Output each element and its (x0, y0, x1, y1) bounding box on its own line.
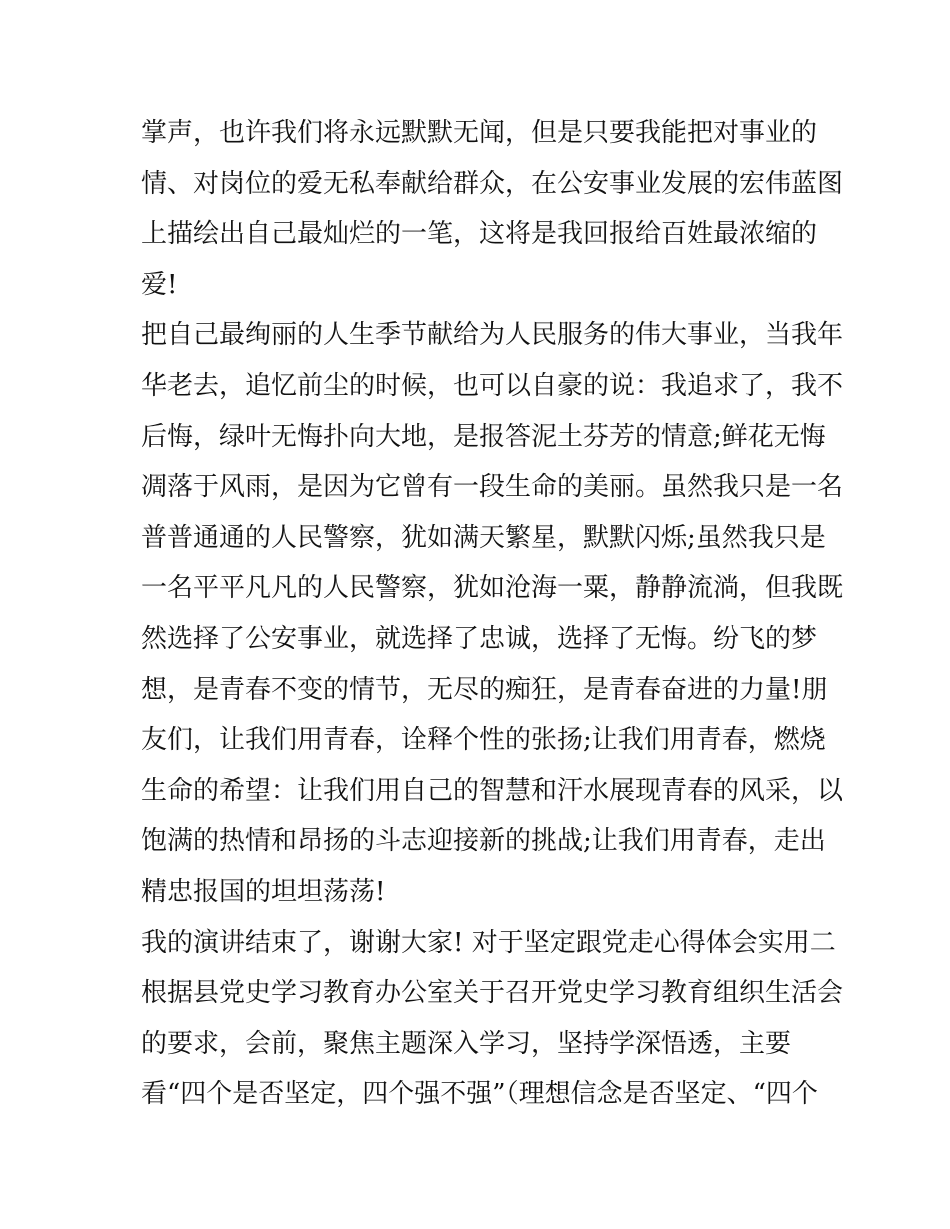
text-line: 后悔，绿叶无悔扑向大地，是报答泥土芬芳的情意;鲜花无悔 (141, 421, 826, 452)
text-line: 然选择了公安事业，就选择了忠诚，选择了无悔。纷飞的梦 (141, 623, 818, 654)
text-line: 精忠报国的坦坦荡荡! (141, 876, 386, 907)
text-line: 看“四个是否坚定，四个强不强”（理想信念是否坚定、“四个 (141, 1079, 818, 1110)
text-line: 华老去，追忆前尘的时候，也可以自豪的说：我追求了，我不 (141, 370, 844, 401)
text-line: 凋落于风雨，是因为它曾有一段生命的美丽。虽然我只是一名 (141, 472, 844, 503)
text-line: 根据县党史学习教育办公室关于召开党史学习教育组织生活会 (141, 978, 844, 1009)
text-line: 想，是青春不变的情节，无尽的痴狂，是青春奋进的力量!朋 (141, 674, 828, 705)
text-line: 把自己最绚丽的人生季节献给为人民服务的伟大事业，当我年 (141, 320, 844, 351)
document-body (141, 108, 844, 1120)
text-line: 生命的希望：让我们用自己的智慧和汗水展现青春的风采，以 (141, 775, 844, 806)
text-line: 饱满的热情和昂扬的斗志迎接新的挑战;让我们用青春，走出 (141, 826, 826, 857)
text-line: 的要求，会前，聚焦主题深入学习，坚持学深悟透，主要 (141, 1028, 792, 1059)
text-line: 爱! (141, 269, 178, 300)
text-line: 情、对岗位的爱无私奉献给群众，在公安事业发展的宏伟蓝图 (141, 168, 844, 199)
text-line: 普普通通的人民警察，犹如满天繁星，默默闪烁;虽然我只是 (141, 522, 826, 553)
text-line: 上描绘出自己最灿烂的一笔，这将是我回报给百姓最浓缩的 (141, 219, 818, 250)
text-line: 我的演讲结束了，谢谢大家! 对于坚定跟党走心得体会实用二 (141, 927, 836, 958)
text-line: 掌声，也许我们将永远默默无闻，但是只要我能把对事业的 (141, 118, 818, 148)
text-line: 一名平平凡凡的人民警察，犹如沧海一粟，静静流淌，但我既 (141, 573, 844, 604)
text-line: 友们，让我们用青春，诠释个性的张扬;让我们用青春，燃烧 (141, 725, 826, 756)
